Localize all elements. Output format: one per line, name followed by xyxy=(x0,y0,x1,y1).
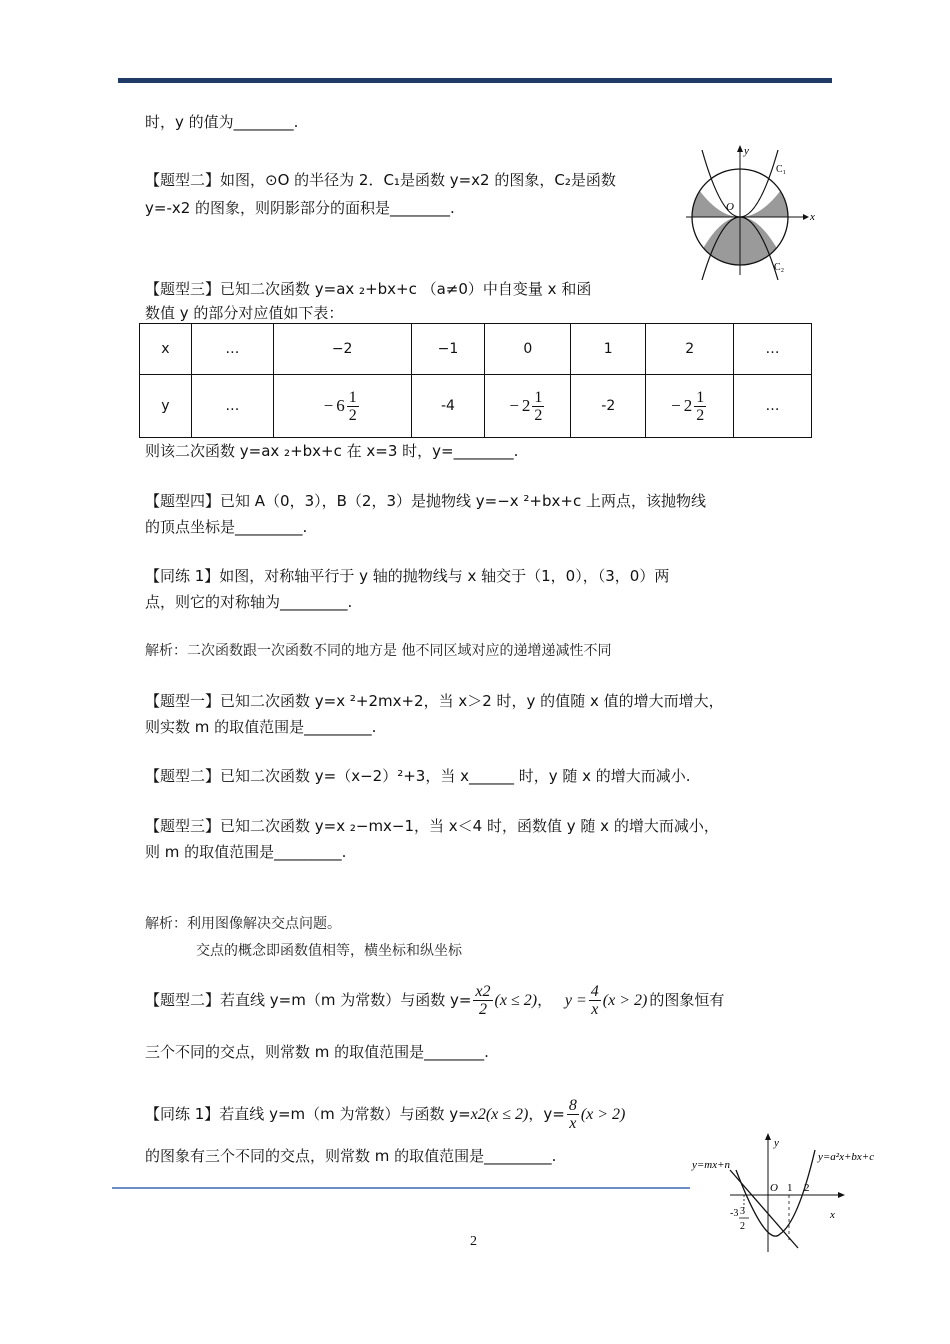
note-1: 解析：二次函数跟一次函数不同的地方是 他不同区域对应的递增递减性不同 xyxy=(145,643,612,659)
line-label: y=mx+n xyxy=(692,1159,731,1171)
value-table xyxy=(139,323,812,438)
origin-label: O xyxy=(726,201,734,213)
c2-label: C₂ xyxy=(774,262,785,273)
table-cell: -2 xyxy=(571,375,646,438)
table-cell: − 2 $\frac{1}{2}$ xyxy=(646,375,734,438)
table-cell: 0 xyxy=(485,324,571,375)
header-rule xyxy=(118,78,832,83)
table-cell: x xyxy=(140,324,192,375)
tick-1: 1 xyxy=(787,1182,793,1194)
p5-line1: 【同练 1】若直线 y=m（m 为常数）与函数 y=x2(x ≤ 2)，y= $\frac{8}{x}$ (x > 2) xyxy=(145,1097,626,1132)
table-cell: … xyxy=(734,375,812,438)
y-axis-label: y xyxy=(744,145,749,157)
y-axis-label: y xyxy=(774,1137,779,1149)
q3-line1: 【题型三】已知二次函数 y=ax ₂+bx+c （a≠0）中自变量 x 和函 xyxy=(145,280,592,298)
table-row-y xyxy=(140,375,812,438)
x-axis-label: x xyxy=(810,211,815,223)
p1-line1: 【题型一】已知二次函数 y=x ²+2mx+2，当 x＞2 时，y 的值随 x 值的增大而增大， xyxy=(145,692,724,710)
q4-line1: 【题型四】已知 A（0，3），B（2，3）是抛物线 y=−x ²+bx+c 上两点，该抛物线 xyxy=(145,492,706,510)
footer-rule xyxy=(112,1187,690,1189)
origin-label: O xyxy=(770,1182,778,1194)
text-line-top: 时，y 的值为________. xyxy=(145,113,299,131)
table-cell: −2 xyxy=(273,324,411,375)
p5-line2: 的图象有三个不同的交点，则常数 m 的取值范围是_________. xyxy=(145,1147,557,1165)
table-cell: … xyxy=(734,324,812,375)
tick-neg-num: 3 xyxy=(740,1206,745,1217)
q3-after: 则该二次函数 y=ax ₂+bx+c 在 x=3 时，y=________. xyxy=(145,442,519,460)
table-cell: y xyxy=(140,375,192,438)
q2-line1: 【题型二】如图，⊙O 的半径为 2．C₁是函数 y=x2 的图象，C₂是函数 xyxy=(145,171,616,189)
table-cell: − 6 $\frac{1}{2}$ xyxy=(273,375,411,438)
page-number: 2 xyxy=(470,1234,477,1249)
table-cell: … xyxy=(191,324,273,375)
parabola-label: y=a²x+bx+c xyxy=(818,1151,875,1163)
table-cell: −1 xyxy=(411,324,485,375)
q3-line2: 数值 y 的部分对应值如下表： xyxy=(145,304,344,322)
q4-line2: 的顶点坐标是_________. xyxy=(145,518,308,536)
table-cell: − 2 $\frac{1}{2}$ xyxy=(485,375,571,438)
p1-line2: 则实数 m 的取值范围是_________. xyxy=(145,718,377,736)
p4-line2: 三个不同的交点，则常数 m 的取值范围是________. xyxy=(145,1043,489,1061)
p3-line1: 【题型三】已知二次函数 y=x ₂−mx−1，当 x＜4 时，函数值 y 随 x 的增大而减小， xyxy=(145,817,719,835)
graph-figure xyxy=(690,1130,900,1256)
table-row-x xyxy=(140,324,812,375)
p3-line2: 则 m 的取值范围是_________. xyxy=(145,843,347,861)
t1-line1: 【同练 1】如图，对称轴平行于 y 轴的抛物线与 x 轴交于（1，0），（3，0）两 xyxy=(145,567,670,585)
q2-line2: y=-x2 的图象，则阴影部分的面积是________. xyxy=(145,199,455,217)
note-2-line1: 解析：利用图像解决交点问题。 xyxy=(145,916,341,932)
c1-label: C₁ xyxy=(776,164,787,175)
table-cell: 1 xyxy=(571,324,646,375)
circle-figure xyxy=(668,140,818,280)
p2-line: 【题型二】已知二次函数 y=（x−2）²+3，当 x______ 时，y 随 x 的增大而减小. xyxy=(145,767,691,785)
note-2-line2: 交点的概念即函数值相等，横坐标和纵坐标 xyxy=(196,943,462,959)
table-cell: -4 xyxy=(411,375,485,438)
t1-line2: 点，则它的对称轴为_________. xyxy=(145,593,353,611)
tick-neg: -3 xyxy=(730,1208,739,1219)
tick-neg-den: 2 xyxy=(740,1221,745,1232)
table-cell: 2 xyxy=(646,324,734,375)
table-cell: … xyxy=(191,375,273,438)
p4-line1: 【题型二】若直线 y=m（m 为常数）与函数 y= $\frac{x2}{2}$ (x ≤ 2)， y = $\frac{4}{x}$ (x > 2) 的图象恒有 xyxy=(145,983,725,1018)
tick-2: 2 xyxy=(804,1182,810,1194)
x-axis-label: x xyxy=(830,1209,835,1221)
